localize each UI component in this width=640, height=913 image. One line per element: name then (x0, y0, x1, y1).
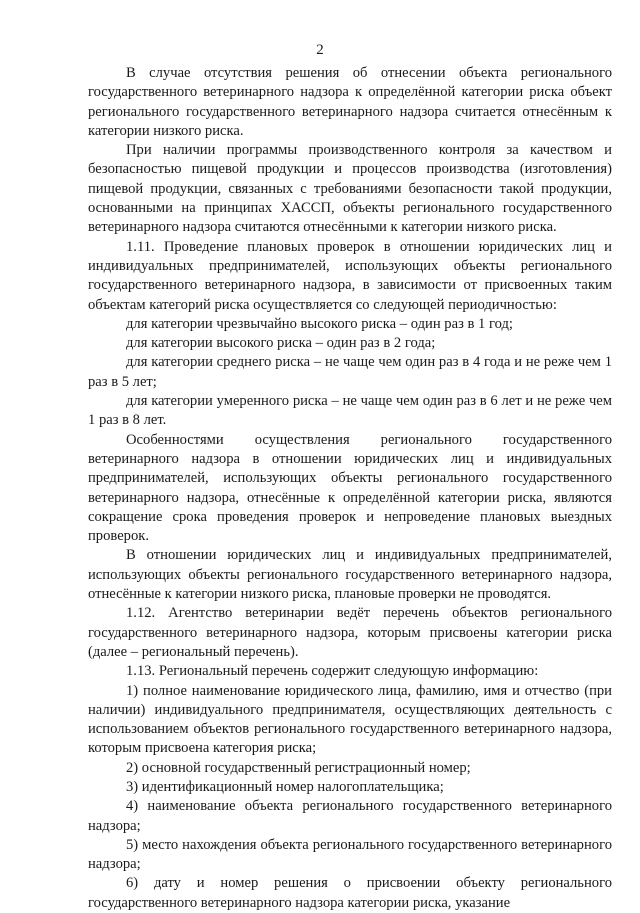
list-item-moderate-risk: для категории умеренного риска – не чаще чем один раз в 6 лет и не реже чем 1 раз в 8 лет. (88, 393, 612, 429)
list-item-high-risk: для категории высокого риска – один раз в 2 года; (126, 335, 436, 352)
document-body (88, 64, 612, 913)
list-item-5-object-location: 5) место нахождения объекта регионального государственного ветеринарного надзора; (88, 836, 612, 873)
paragraph-features-of-supervision: Особенностями осуществления регионального государственного ветеринарного надзора в отношении юридических лиц и индивидуальных предпринимателей, использующих объекты регионального государственного ветеринарного надзора, отнесённые к определённой категории риска, являются сокращение срока проведения проверок и непроведение плановых выездных проверок. (88, 431, 612, 545)
list-item-6-decision-date-number: 6) дату и номер решения о присвоении объекту регионального государственного ветеринарного надзора категории риска, указание (88, 875, 612, 911)
paragraph-1-13-list-contents: 1.13. Региональный перечень содержит следующую информацию: (126, 663, 539, 680)
list-item-extremely-high-risk: для категории чрезвычайно высокого риска – один раз в 1 год; (126, 315, 513, 332)
paragraph-low-risk-no-inspections: В отношении юридических лиц и индивидуальных предпринимателей, использующих объекты регионального государственного ветеринарного надзора, отнесённые к категории низкого риска, плановые проверки не проводятся. (88, 547, 612, 603)
paragraph-1-12-regional-list: 1.12. Агентство ветеринарии ведёт перечень объектов регионального государственного ветеринарного надзора, которым присвоены категории риска (далее – региональный перечень). (88, 605, 612, 660)
list-item-2-registration-number: 2) основной государственный регистрационный номер; (126, 759, 471, 776)
paragraph-haccp-program: При наличии программы производственного контроля за качеством и безопасностью пищевой продукции и процессов производства (изготовления) пищевой продукции, связанных с требованиями безопасности такой продукции, основанными на принципах ХАССП, объекты регионального государственного ветеринарного надзора считаются отнесёнными к категории низкого риска. (88, 142, 612, 236)
list-item-4-object-name: 4) наименование объекта регионального государственного ветеринарного надзора; (88, 798, 612, 834)
paragraph-no-decision-low-risk: В случае отсутствия решения об отнесении объекта регионального государственного ветеринарного надзора к определённой категории риска объект регионального государственного ветеринарного надзора считается отнесённым к категории низкого риска. (88, 65, 612, 139)
paragraph-1-11-scheduled-inspections: 1.11. Проведение плановых проверок в отношении юридических лиц и индивидуальных предпринимателей, использующих объекты регионального государственного ветеринарного надзора, в зависимости от присвоенных таким объектам категорий риска осуществляется со следующей периодичностью: (88, 238, 612, 313)
list-item-medium-risk: для категории среднего риска – не чаще чем один раз в 4 года и не реже чем 1 раз в 5 лет; (88, 354, 612, 390)
page-number: 2 (316, 42, 324, 58)
list-item-3-tax-id: 3) идентификационный номер налогоплательщика; (126, 778, 444, 795)
list-item-1-full-name: 1) полное наименование юридического лица, фамилию, имя и отчество (при наличии) индивидуального предпринимателя, осуществляющих деятельность с использованием объектов регионального государственного ветеринарного надзора, которым присвоена категория риска; (88, 682, 612, 757)
